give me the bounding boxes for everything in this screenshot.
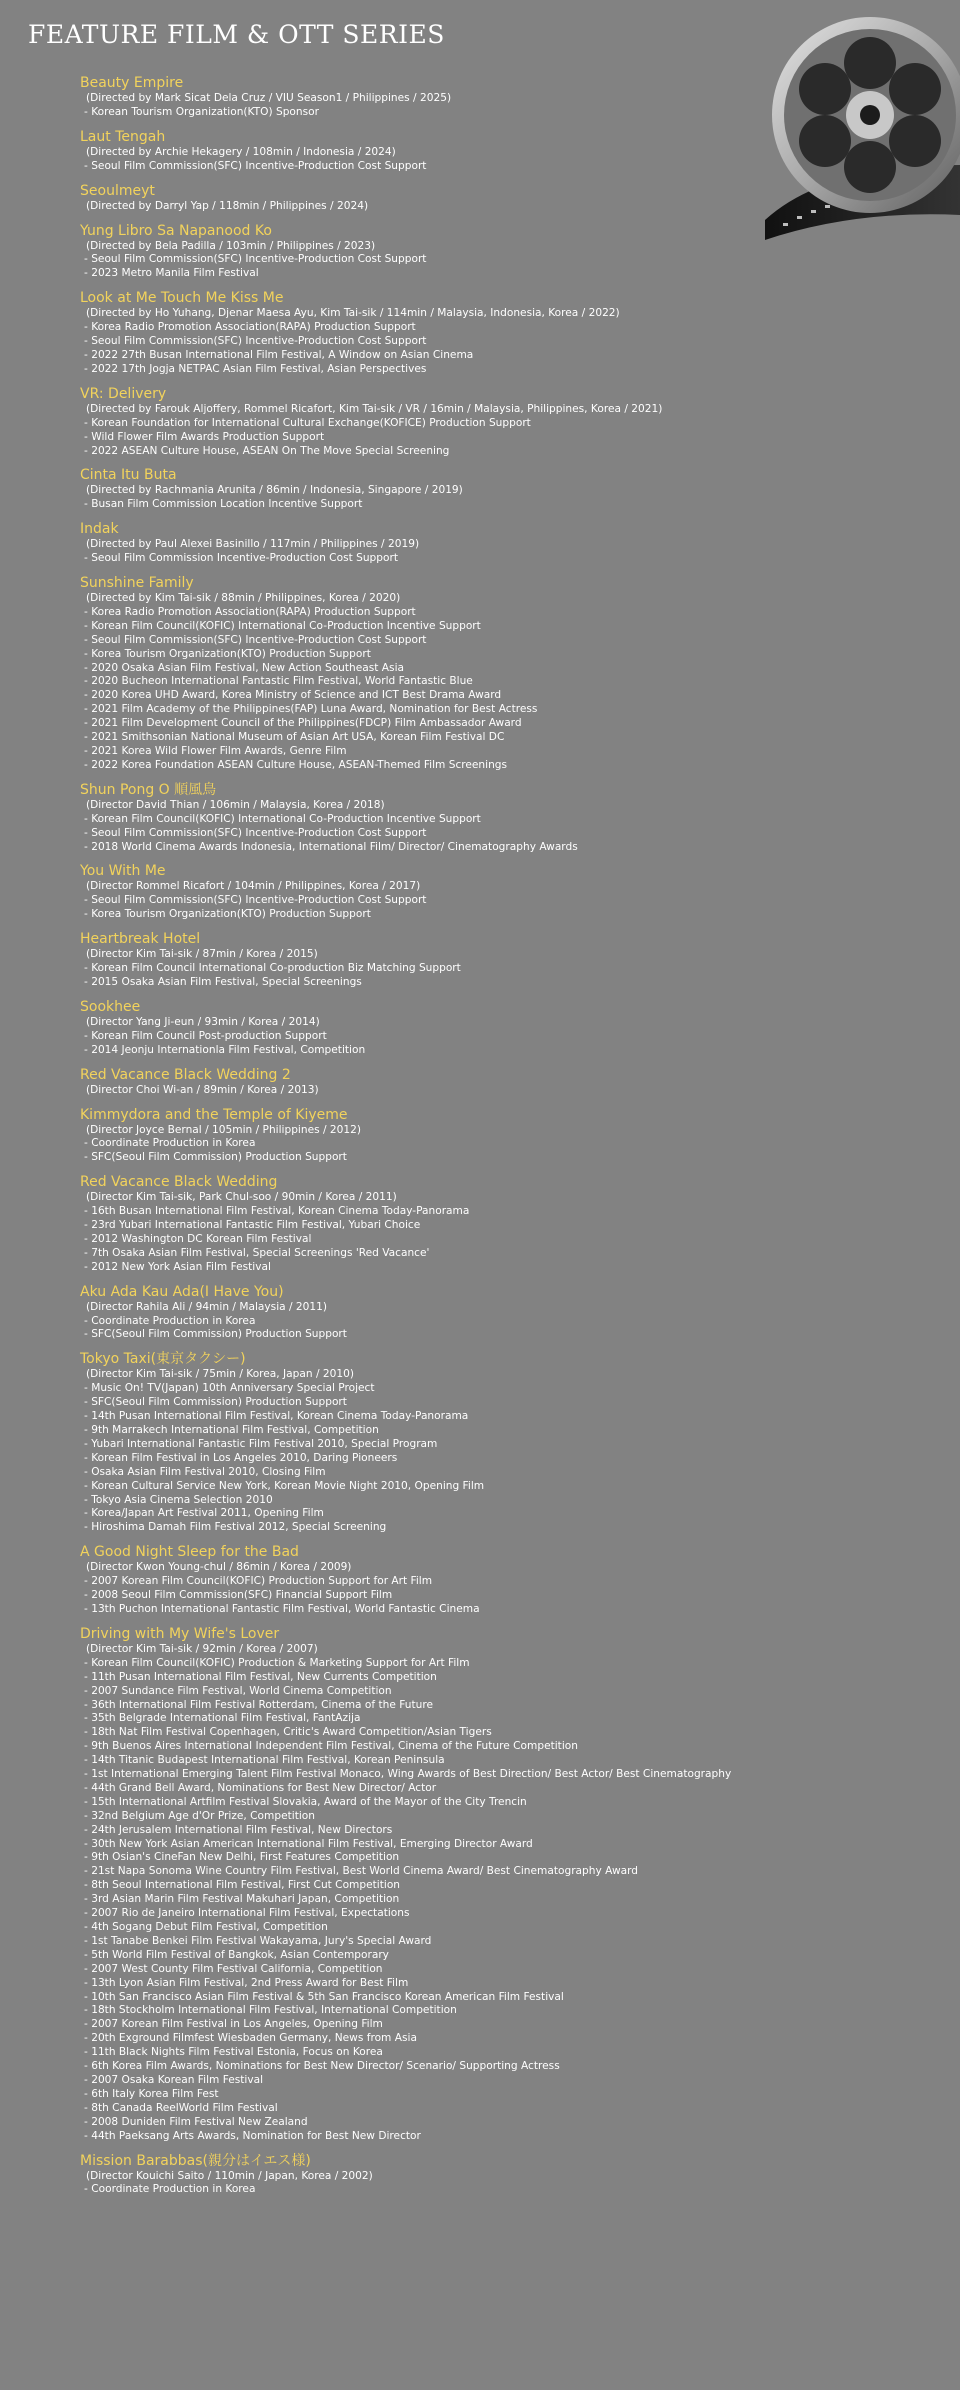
film-detail: (Directed by Archie Hekagery / 108min / Indonesia / 2024) <box>86 145 396 158</box>
film-credit-item: - Korea Radio Promotion Association(RAPA) Production Support <box>84 606 950 620</box>
film-credit-item: - 18th Stockholm International Film Festival, International Competition <box>84 2004 950 2018</box>
film-title: Aku Ada Kau Ada(I Have You) <box>80 1283 284 1300</box>
film-credit-item: - 2022 ASEAN Culture House, ASEAN On The Move Special Screening <box>84 445 950 459</box>
film-detail: (Directed by Darryl Yap / 118min / Philippines / 2024) <box>86 199 369 212</box>
film-credit-item: - 2021 Film Academy of the Philippines(FAP) Luna Award, Nomination for Best Actress <box>84 703 950 717</box>
film-credit-item: - 11th Pusan International Film Festival, New Currents Competition <box>84 1671 950 1685</box>
film-credit-item: - Korean Film Council International Co-production Biz Matching Support <box>84 962 950 976</box>
film-credit-item: - 6th Italy Korea Film Fest <box>84 2088 950 2102</box>
film-detail: (Director Kim Tai-sik / 75min / Korea, Japan / 2010) <box>86 1368 354 1381</box>
film-credit-item: - 2012 Washington DC Korean Film Festival <box>84 1233 950 1247</box>
film-credit-item: - Seoul Film Commission(SFC) Incentive-Production Cost Support <box>84 634 950 648</box>
film-credit-item: - 6th Korea Film Awards, Nominations for Best New Director/ Scenario/ Supporting Actress <box>84 2060 950 2074</box>
film-entry <box>80 1350 950 1535</box>
film-credit-item: - Korean Film Council Post-production Support <box>84 1030 950 1044</box>
film-credit-item: - Korean Film Festival in Los Angeles 2010, Daring Pioneers <box>84 1452 950 1466</box>
film-credit-item: - 2007 West County Film Festival California, Competition <box>84 1963 950 1977</box>
film-credit-item: - Seoul Film Commission(SFC) Incentive-Production Cost Support <box>84 253 950 267</box>
film-credit-item: - 13th Puchon International Fantastic Film Festival, World Fantastic Cinema <box>84 1603 950 1617</box>
film-credit-item: - Korea Tourism Organization(KTO) Production Support <box>84 908 950 922</box>
film-credit-item: - 14th Titanic Budapest International Film Festival, Korean Peninsula <box>84 1754 950 1768</box>
film-title: Heartbreak Hotel <box>80 931 201 948</box>
film-detail: (Directed by Ho Yuhang, Djenar Maesa Ayu, Kim Tai-sik / 114min / Malaysia, Indonesia, Korea / 2022) <box>86 307 620 320</box>
film-credit-item: - 15th International Artfilm Festival Slovakia, Award of the Mayor of the City Trencin <box>84 1796 950 1810</box>
film-credit-item: - 10th San Francisco Asian Film Festival & 5th San Francisco Korean American Film Festival <box>84 1991 950 2005</box>
film-credit-item: - Music On! TV(Japan) 10th Anniversary Special Project <box>84 1382 950 1396</box>
film-credit-item: - 21st Napa Sonoma Wine Country Film Festival, Best World Cinema Award/ Best Cinematography Award <box>84 1865 950 1879</box>
film-credit-item: - 30th New York Asian American International Film Festival, Emerging Director Award <box>84 1838 950 1852</box>
film-credit-item: - 23rd Yubari International Fantastic Film Festival, Yubari Choice <box>84 1219 950 1233</box>
film-detail: (Director Kwon Young-chul / 86min / Korea / 2009) <box>86 1561 352 1574</box>
film-credit-item: - 16th Busan International Film Festival, Korean Cinema Today-Panorama <box>84 1205 950 1219</box>
film-credit-item: - Seoul Film Commission Incentive-Production Cost Support <box>84 552 950 566</box>
film-credit-item: - Wild Flower Film Awards Production Support <box>84 431 950 445</box>
film-detail: (Directed by Kim Tai-sik / 88min / Philippines, Korea / 2020) <box>86 592 401 605</box>
film-credit-item: - 9th Buenos Aires International Independent Film Festival, Cinema of the Future Competition <box>84 1740 950 1754</box>
film-credit-item: - 7th Osaka Asian Film Festival, Special Screenings 'Red Vacance' <box>84 1247 950 1261</box>
film-entry <box>80 182 950 214</box>
film-credit-item: - 2007 Korean Film Festival in Los Angeles, Opening Film <box>84 2018 950 2032</box>
film-credit-item: - 36th International Film Festival Rotterdam, Cinema of the Future <box>84 1699 950 1713</box>
film-credit-item: - 2021 Film Development Council of the Philippines(FDCP) Film Ambassador Award <box>84 717 950 731</box>
film-entry <box>80 781 950 855</box>
film-credit-item: - 4th Sogang Debut Film Festival, Competition <box>84 1921 950 1935</box>
film-credit-item: - Busan Film Commission Location Incentive Support <box>84 498 950 512</box>
film-entry <box>80 930 950 990</box>
film-credit-item: - Korean Foundation for International Cultural Exchange(KOFICE) Production Support <box>84 417 950 431</box>
film-credit-item: - 20th Exground Filmfest Wiesbaden Germany, News from Asia <box>84 2032 950 2046</box>
film-detail: (Directed by Paul Alexei Basinillo / 117min / Philippines / 2019) <box>86 538 420 551</box>
film-credit-item: - SFC(Seoul Film Commission) Production Support <box>84 1396 950 1410</box>
film-credit-item: - 2008 Seoul Film Commission(SFC) Financial Support Film <box>84 1589 950 1603</box>
film-credit-item: - 2007 Osaka Korean Film Festival <box>84 2074 950 2088</box>
film-title: Red Vacance Black Wedding 2 <box>80 1066 291 1083</box>
film-credit-item: - 2007 Korean Film Council(KOFIC) Production Support for Art Film <box>84 1575 950 1589</box>
film-credit-item: - 9th Marrakech International Film Festival, Competition <box>84 1424 950 1438</box>
film-credit-item: - 2022 27th Busan International Film Festival, A Window on Asian Cinema <box>84 349 950 363</box>
film-credit-item: - Coordinate Production in Korea <box>84 2183 950 2197</box>
film-entry <box>80 222 950 282</box>
film-credit-item: - 2021 Smithsonian National Museum of Asian Art USA, Korean Film Festival DC <box>84 731 950 745</box>
film-credit-item: - 2021 Korea Wild Flower Film Awards, Genre Film <box>84 745 950 759</box>
film-title: Beauty Empire <box>80 75 184 91</box>
film-credit-item: - Coordinate Production in Korea <box>84 1137 950 1151</box>
film-title: Red Vacance Black Wedding <box>80 1174 278 1191</box>
film-title: Laut Tengah <box>80 128 166 145</box>
film-credit-item: - 11th Black Nights Film Festival Estonia, Focus on Korea <box>84 2046 950 2060</box>
film-credit-item: - 2020 Korea UHD Award, Korea Ministry of Science and ICT Best Drama Award <box>84 689 950 703</box>
film-detail: (Director Kim Tai-sik, Park Chul-soo / 90min / Korea / 2011) <box>86 1191 397 1204</box>
film-credit-item: - 2007 Sundance Film Festival, World Cinema Competition <box>84 1685 950 1699</box>
film-credit-item: - 2020 Osaka Asian Film Festival, New Action Southeast Asia <box>84 662 950 676</box>
film-credit-item: - Korean Film Council(KOFIC) International Co-Production Incentive Support <box>84 813 950 827</box>
film-entry <box>80 1283 950 1343</box>
film-credit-item: - Hiroshima Damah Film Festival 2012, Special Screening <box>84 1521 950 1535</box>
film-credit-item: - Korea/Japan Art Festival 2011, Opening Film <box>84 1507 950 1521</box>
film-credit-item: - Korean Film Council(KOFIC) Production & Marketing Support for Art Film <box>84 1657 950 1671</box>
film-title: Mission Barabbas(親分はイエス様) <box>80 2152 311 2169</box>
film-credit-item: - 2023 Metro Manila Film Festival <box>84 267 950 281</box>
film-detail: (Director Rahila Ali / 94min / Malaysia / 2011) <box>86 1300 328 1313</box>
film-detail: (Directed by Mark Sicat Dela Cruz / VIU Season1 / Philippines / 2025) <box>86 92 452 104</box>
film-title: Kimmydora and the Temple of Kiyeme <box>80 1106 348 1123</box>
film-title: A Good Night Sleep for the Bad <box>80 1544 299 1561</box>
film-credit-item: - 3rd Asian Marin Film Festival Makuhari Japan, Competition <box>84 1893 950 1907</box>
film-title: Look at Me Touch Me Kiss Me <box>80 290 284 307</box>
film-entry <box>80 862 950 922</box>
film-title: Sunshine Family <box>80 575 194 592</box>
film-entry <box>80 998 950 1058</box>
film-entry <box>80 1106 950 1166</box>
film-credit-item: - Seoul Film Commission(SFC) Incentive-Production Cost Support <box>84 335 950 349</box>
film-credit-item: - Yubari International Fantastic Film Festival 2010, Special Program <box>84 1438 950 1452</box>
film-credit-item: - 2022 17th Jogja NETPAC Asian Film Festival, Asian Perspectives <box>84 363 950 377</box>
film-title: Cinta Itu Buta <box>80 467 177 484</box>
film-credit-item: - 2007 Rio de Janeiro International Film Festival, Expectations <box>84 1907 950 1921</box>
film-detail: (Director Rommel Ricafort / 104min / Philippines, Korea / 2017) <box>86 880 421 893</box>
film-entry <box>80 2152 950 2198</box>
film-credit-item: - Seoul Film Commission(SFC) Incentive-Production Cost Support <box>84 894 950 908</box>
film-credit-item: - 44th Paeksang Arts Awards, Nomination for Best New Director <box>84 2130 950 2144</box>
film-entry <box>80 466 950 512</box>
film-entry <box>80 289 950 377</box>
film-credit-item: - 18th Nat Film Festival Copenhagen, Critic's Award Competition/Asian Tigers <box>84 1726 950 1740</box>
film-entry <box>80 574 950 773</box>
film-detail: (Director Yang Ji-eun / 93min / Korea / 2014) <box>86 1015 320 1028</box>
film-credit-item: - Tokyo Asia Cinema Selection 2010 <box>84 1494 950 1508</box>
film-credit-item: - SFC(Seoul Film Commission) Production Support <box>84 1151 950 1165</box>
film-title: Seoulmeyt <box>80 182 155 199</box>
film-entry <box>80 128 950 174</box>
page-title: FEATURE FILM & OTT SERIES <box>28 20 445 49</box>
film-credit-item: - Korean Cultural Service New York, Korean Movie Night 2010, Opening Film <box>84 1480 950 1494</box>
film-credit-item: - 44th Grand Bell Award, Nominations for Best New Director/ Actor <box>84 1782 950 1796</box>
film-credit-item: - 2022 Korea Foundation ASEAN Culture House, ASEAN-Themed Film Screenings <box>84 759 950 773</box>
film-title: Indak <box>80 521 119 538</box>
film-credit-item: - 13th Lyon Asian Film Festival, 2nd Press Award for Best Film <box>84 1977 950 1991</box>
film-credit-item: - 2015 Osaka Asian Film Festival, Special Screenings <box>84 976 950 990</box>
film-credit-item: - Korea Tourism Organization(KTO) Production Support <box>84 648 950 662</box>
film-title: Shun Pong O 順風鳥 <box>80 781 217 798</box>
film-credit-item: - 1st International Emerging Talent Film Festival Monaco, Wing Awards of Best Direction/ Best Actor/ Best Cinematography <box>84 1768 950 1782</box>
film-credit-item: - Osaka Asian Film Festival 2010, Closing Film <box>84 1466 950 1480</box>
film-credit-item: - 9th Osian's CineFan New Delhi, First Features Competition <box>84 1851 950 1865</box>
film-credit-item: - Coordinate Production in Korea <box>84 1315 950 1329</box>
film-credit-item: - 2012 New York Asian Film Festival <box>84 1261 950 1275</box>
film-detail: (Directed by Rachmania Arunita / 86min / Indonesia, Singapore / 2019) <box>86 484 463 497</box>
film-title: Yung Libro Sa Napanood Ko <box>80 222 272 239</box>
film-credit-item: - 32nd Belgium Age d'Or Prize, Competition <box>84 1810 950 1824</box>
film-entry <box>80 385 950 459</box>
film-credit-item: - 2014 Jeonju Internationla Film Festival, Competition <box>84 1044 950 1058</box>
film-detail: (Director Choi Wi-an / 89min / Korea / 2013) <box>86 1083 319 1096</box>
film-detail: (Director Kim Tai-sik / 87min / Korea / 2015) <box>86 948 318 961</box>
film-credit-item: - Seoul Film Commission(SFC) Incentive-Production Cost Support <box>84 160 950 174</box>
film-detail: (Director Kouichi Saito / 110min / Japan, Korea / 2002) <box>86 2169 373 2182</box>
film-credit-item: - 2020 Bucheon International Fantastic Film Festival, World Fantastic Blue <box>84 675 950 689</box>
film-credit-item: - 2018 World Cinema Awards Indonesia, International Film/ Director/ Cinematography Awards <box>84 841 950 855</box>
film-credit-item: - Korea Radio Promotion Association(RAPA) Production Support <box>84 321 950 335</box>
film-list <box>80 74 950 2205</box>
film-detail: (Directed by Bela Padilla / 103min / Philippines / 2023) <box>86 239 376 252</box>
film-entry <box>80 1625 950 2144</box>
film-credit-item: - Seoul Film Commission(SFC) Incentive-Production Cost Support <box>84 827 950 841</box>
film-detail: (Directed by Farouk Aljoffery, Rommel Ricafort, Kim Tai-sik / VR / 16min / Malaysia, Philippines, Korea / 2021) <box>86 402 663 415</box>
film-title: VR: Delivery <box>80 385 167 402</box>
film-entry <box>80 74 950 120</box>
film-credit-item: - 2008 Duniden Film Festival New Zealand <box>84 2116 950 2130</box>
film-title: Driving with My Wife's Lover <box>80 1625 280 1642</box>
film-credit-item: - SFC(Seoul Film Commission) Production Support <box>84 1328 950 1342</box>
film-credit-item: - 8th Seoul International Film Festival, First Cut Competition <box>84 1879 950 1893</box>
film-credit-item: - 24th Jerusalem International Film Festival, New Directors <box>84 1824 950 1838</box>
film-detail: (Director David Thian / 106min / Malaysia, Korea / 2018) <box>86 798 385 811</box>
film-credit-item: - 14th Pusan International Film Festival, Korean Cinema Today-Panorama <box>84 1410 950 1424</box>
film-entry <box>80 1066 950 1098</box>
film-title: Tokyo Taxi(東京タクシー) <box>80 1351 246 1368</box>
film-entry <box>80 520 950 566</box>
film-entry <box>80 1543 950 1617</box>
film-credit-item: - 8th Canada ReelWorld Film Festival <box>84 2102 950 2116</box>
film-credit-item: - 1st Tanabe Benkei Film Festival Wakayama, Jury's Special Award <box>84 1935 950 1949</box>
film-detail: (Director Kim Tai-sik / 92min / Korea / 2007) <box>86 1642 318 1655</box>
film-credit-item: - 5th World Film Festival of Bangkok, Asian Contemporary <box>84 1949 950 1963</box>
film-title: You With Me <box>80 863 166 880</box>
film-credit-item: - Korean Film Council(KOFIC) International Co-Production Incentive Support <box>84 620 950 634</box>
film-detail: (Director Joyce Bernal / 105min / Philippines / 2012) <box>86 1123 362 1136</box>
film-entry <box>80 1173 950 1274</box>
film-credit-item: - 35th Belgrade International Film Festival, FantAzija <box>84 1712 950 1726</box>
film-title: Sookhee <box>80 998 141 1015</box>
film-credit-item: - Korean Tourism Organization(KTO) Sponsor <box>84 106 950 120</box>
